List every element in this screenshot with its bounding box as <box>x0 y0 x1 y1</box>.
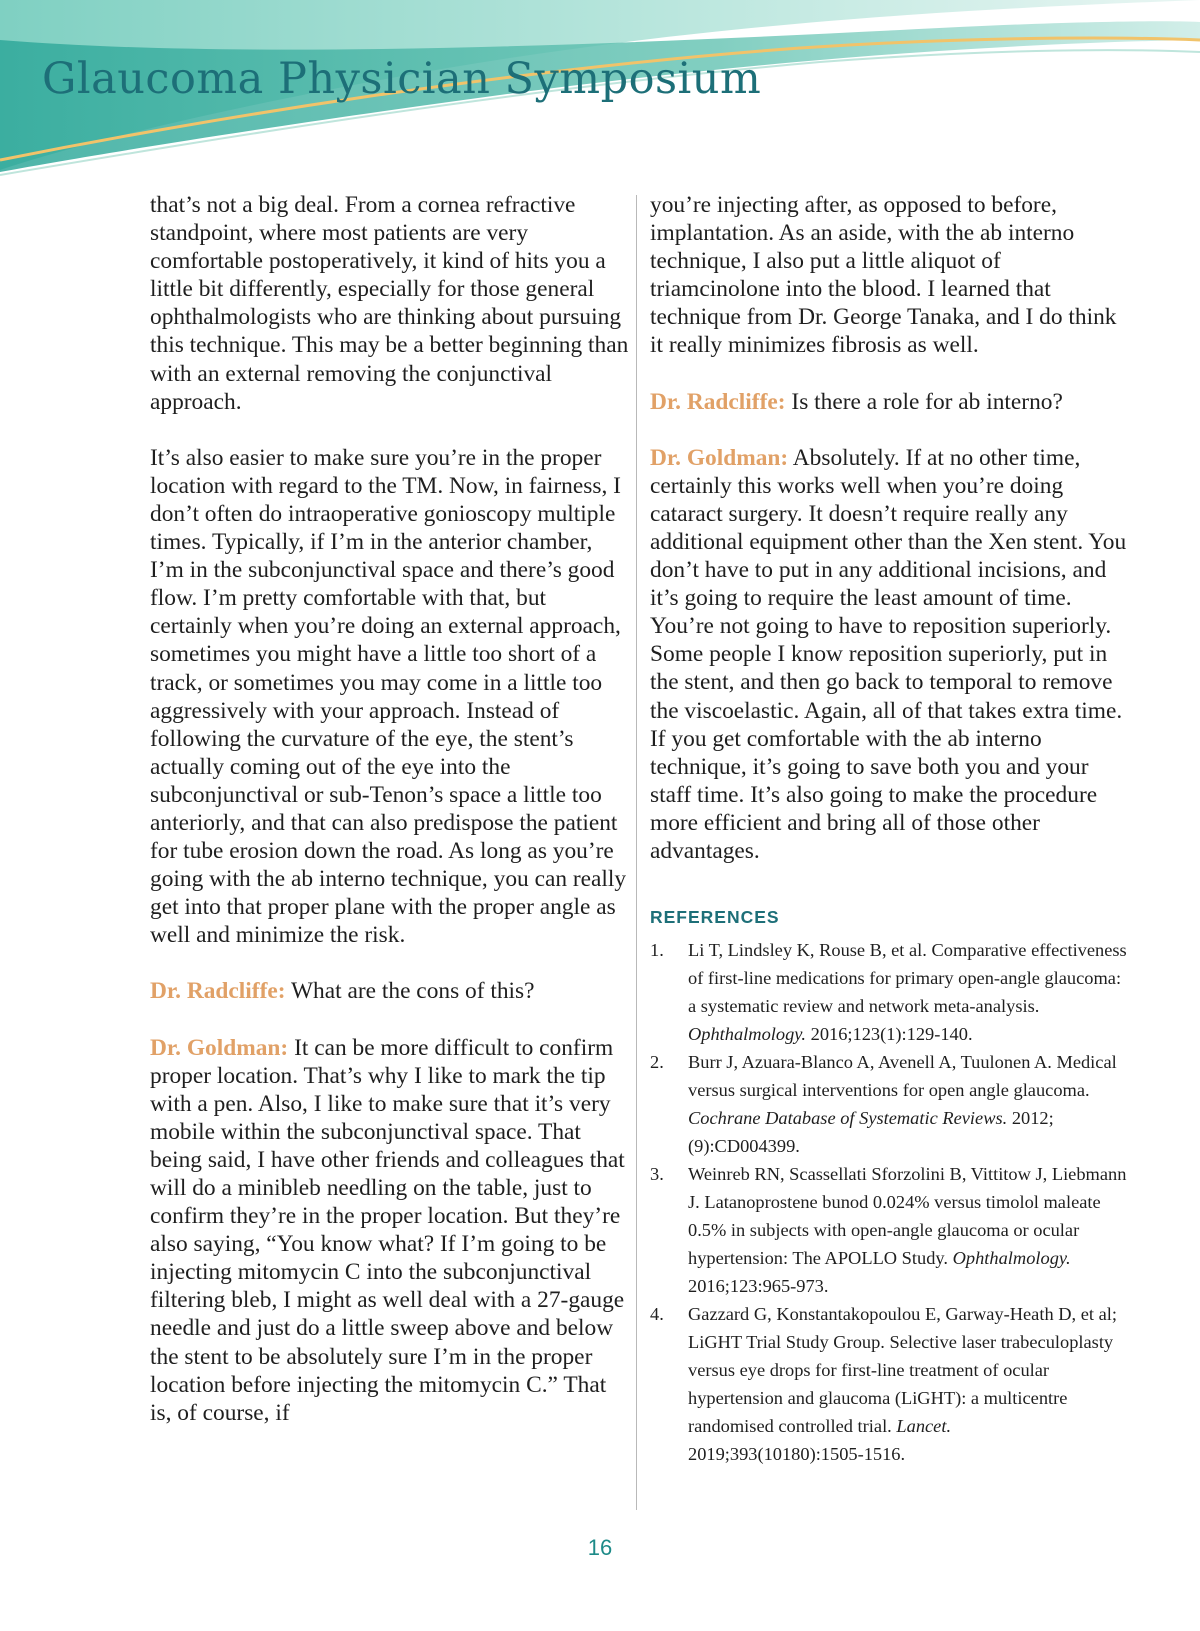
speaker-label: Dr. Radcliffe: <box>150 978 286 1005</box>
paragraph: that’s not a big deal. From a cornea refractive standpoint, where most patients are very comfortable postoperatively, it kind of hits you a little bit differently, especially for those general ophthalmologists who are thinking about pursuing this technique. This may be a better beginning than with an external removing the conjunctival approach. <box>150 192 629 415</box>
right-column <box>650 191 1130 1468</box>
reference-item: 1. Li T, Lindsley K, Rouse B, et al. Comparative effectiveness of first-line medications for primary open-angle glaucoma: a systematic review and network meta-analysis. Ophthalmology. 2016;123(1):129-140. <box>650 940 1127 1045</box>
speaker-label: Dr. Goldman: <box>150 1034 289 1061</box>
paragraph: It’s also easier to make sure you’re in the proper location with regard to the TM. Now, in fairness, I don’t often do intraoperative gonioscopy multiple times. Typically, if I’m in the anterior chamber, I’m in the subconjunctival space and there’s good flow. I’m pretty comfortable with that, but certainly when you’re doing an external approach, sometimes you might have a little too short of a track, or sometimes you may come in a little too aggressively with your approach. Instead of following the curvature of the eye, the stent’s actually coming out of the eye into the subconjunctival or sub-Tenon’s space a little too anteriorly, and that can also predispose the patient for tube erosion down the road. As long as you’re going with the ab interno technique, you can really get into that proper plane with the proper angle as well and minimize the risk. <box>150 444 627 949</box>
header-banner <box>0 0 1200 200</box>
dialogue-paragraph: Dr. Radcliffe: What are the cons of this? <box>150 978 535 1005</box>
paragraph: you’re injecting after, as opposed to before, implantation. As an aside, with the ab interno technique, I also put a little aliquot of triamcinolone into the blood. I learned that technique from Dr. George Tanaka, and I do think it really minimizes fibrosis as well. <box>650 192 1117 359</box>
dialogue-paragraph: Dr. Goldman: Absolutely. If at no other time, certainly this works well when you’re doing cataract surgery. It doesn’t require really any additional equipment other than the Xen stent. You don’t have to put in any additional incisions, and it’s going to require the least amount of time. You’re not going to have to reposition superiorly. Some people I know reposition superiorly, put in the stent, and then go back to temporal to remove the viscoelastic. Again, all of that takes extra time. If you get comfortable with the ab interno technique, it’s going to save both you and your staff time. It’s also going to make the procedure more efficient and bring all of those other advantages. <box>650 444 1127 864</box>
reference-item: 4. Gazzard G, Konstantakopoulou E, Garway-Heath D, et al; LiGHT Trial Study Group. Selective laser trabeculoplasty versus eye drops for first-line treatment of ocular hypertension and glaucoma (LiGHT): a multicentre randomised controlled trial. Lancet. 2019;393(10180):1505-1516. <box>650 1304 1117 1465</box>
speaker-label: Dr. Radcliffe: <box>650 388 786 415</box>
reference-item: 2. Burr J, Azuara-Blanco A, Avenell A, Tuulonen A. Medical versus surgical interventions for open angle glaucoma. Cochrane Database of Systematic Reviews. 2012;(9):CD004399. <box>650 1052 1117 1157</box>
dialogue-paragraph: Dr. Radcliffe: Is there a role for ab interno? <box>650 388 1063 415</box>
left-column <box>150 191 630 1455</box>
speaker-label: Dr. Goldman: <box>650 444 789 471</box>
references-heading: REFERENCES <box>650 907 780 928</box>
reference-item: 3. Weinreb RN, Scassellati Sforzolini B, Vittitow J, Liebmann J. Latanoprostene bunod 0.024% versus timolol maleate 0.5% in subjects with open-angle glaucoma or ocular hypertension: The APOLLO Study. Ophthalmology. 2016;123:965-973. <box>650 1164 1127 1297</box>
references-list <box>650 936 1130 1468</box>
dialogue-paragraph: Dr. Goldman: It can be more difficult to confirm proper location. That’s why I like to mark the tip with a pen. Also, I like to make sure that it’s very mobile within the subconjunctival space. That being said, I have other friends and colleagues that will do a minibleb needling on the table, just to confirm they’re in the proper location. But they’re also saying, “You know what? If I’m going to be injecting mitomycin C into the subconjunctival filtering bleb, I might as well deal with a 27-gauge needle and just do a little sweep above and below the stent to be absolutely sure I’m in the proper location before injecting the mitomycin C.” That is, of course, if <box>150 1034 625 1426</box>
journal-title: Glaucoma Physician Symposium <box>42 54 762 104</box>
page-number: 16 <box>587 1535 613 1560</box>
column-divider <box>636 195 637 1510</box>
